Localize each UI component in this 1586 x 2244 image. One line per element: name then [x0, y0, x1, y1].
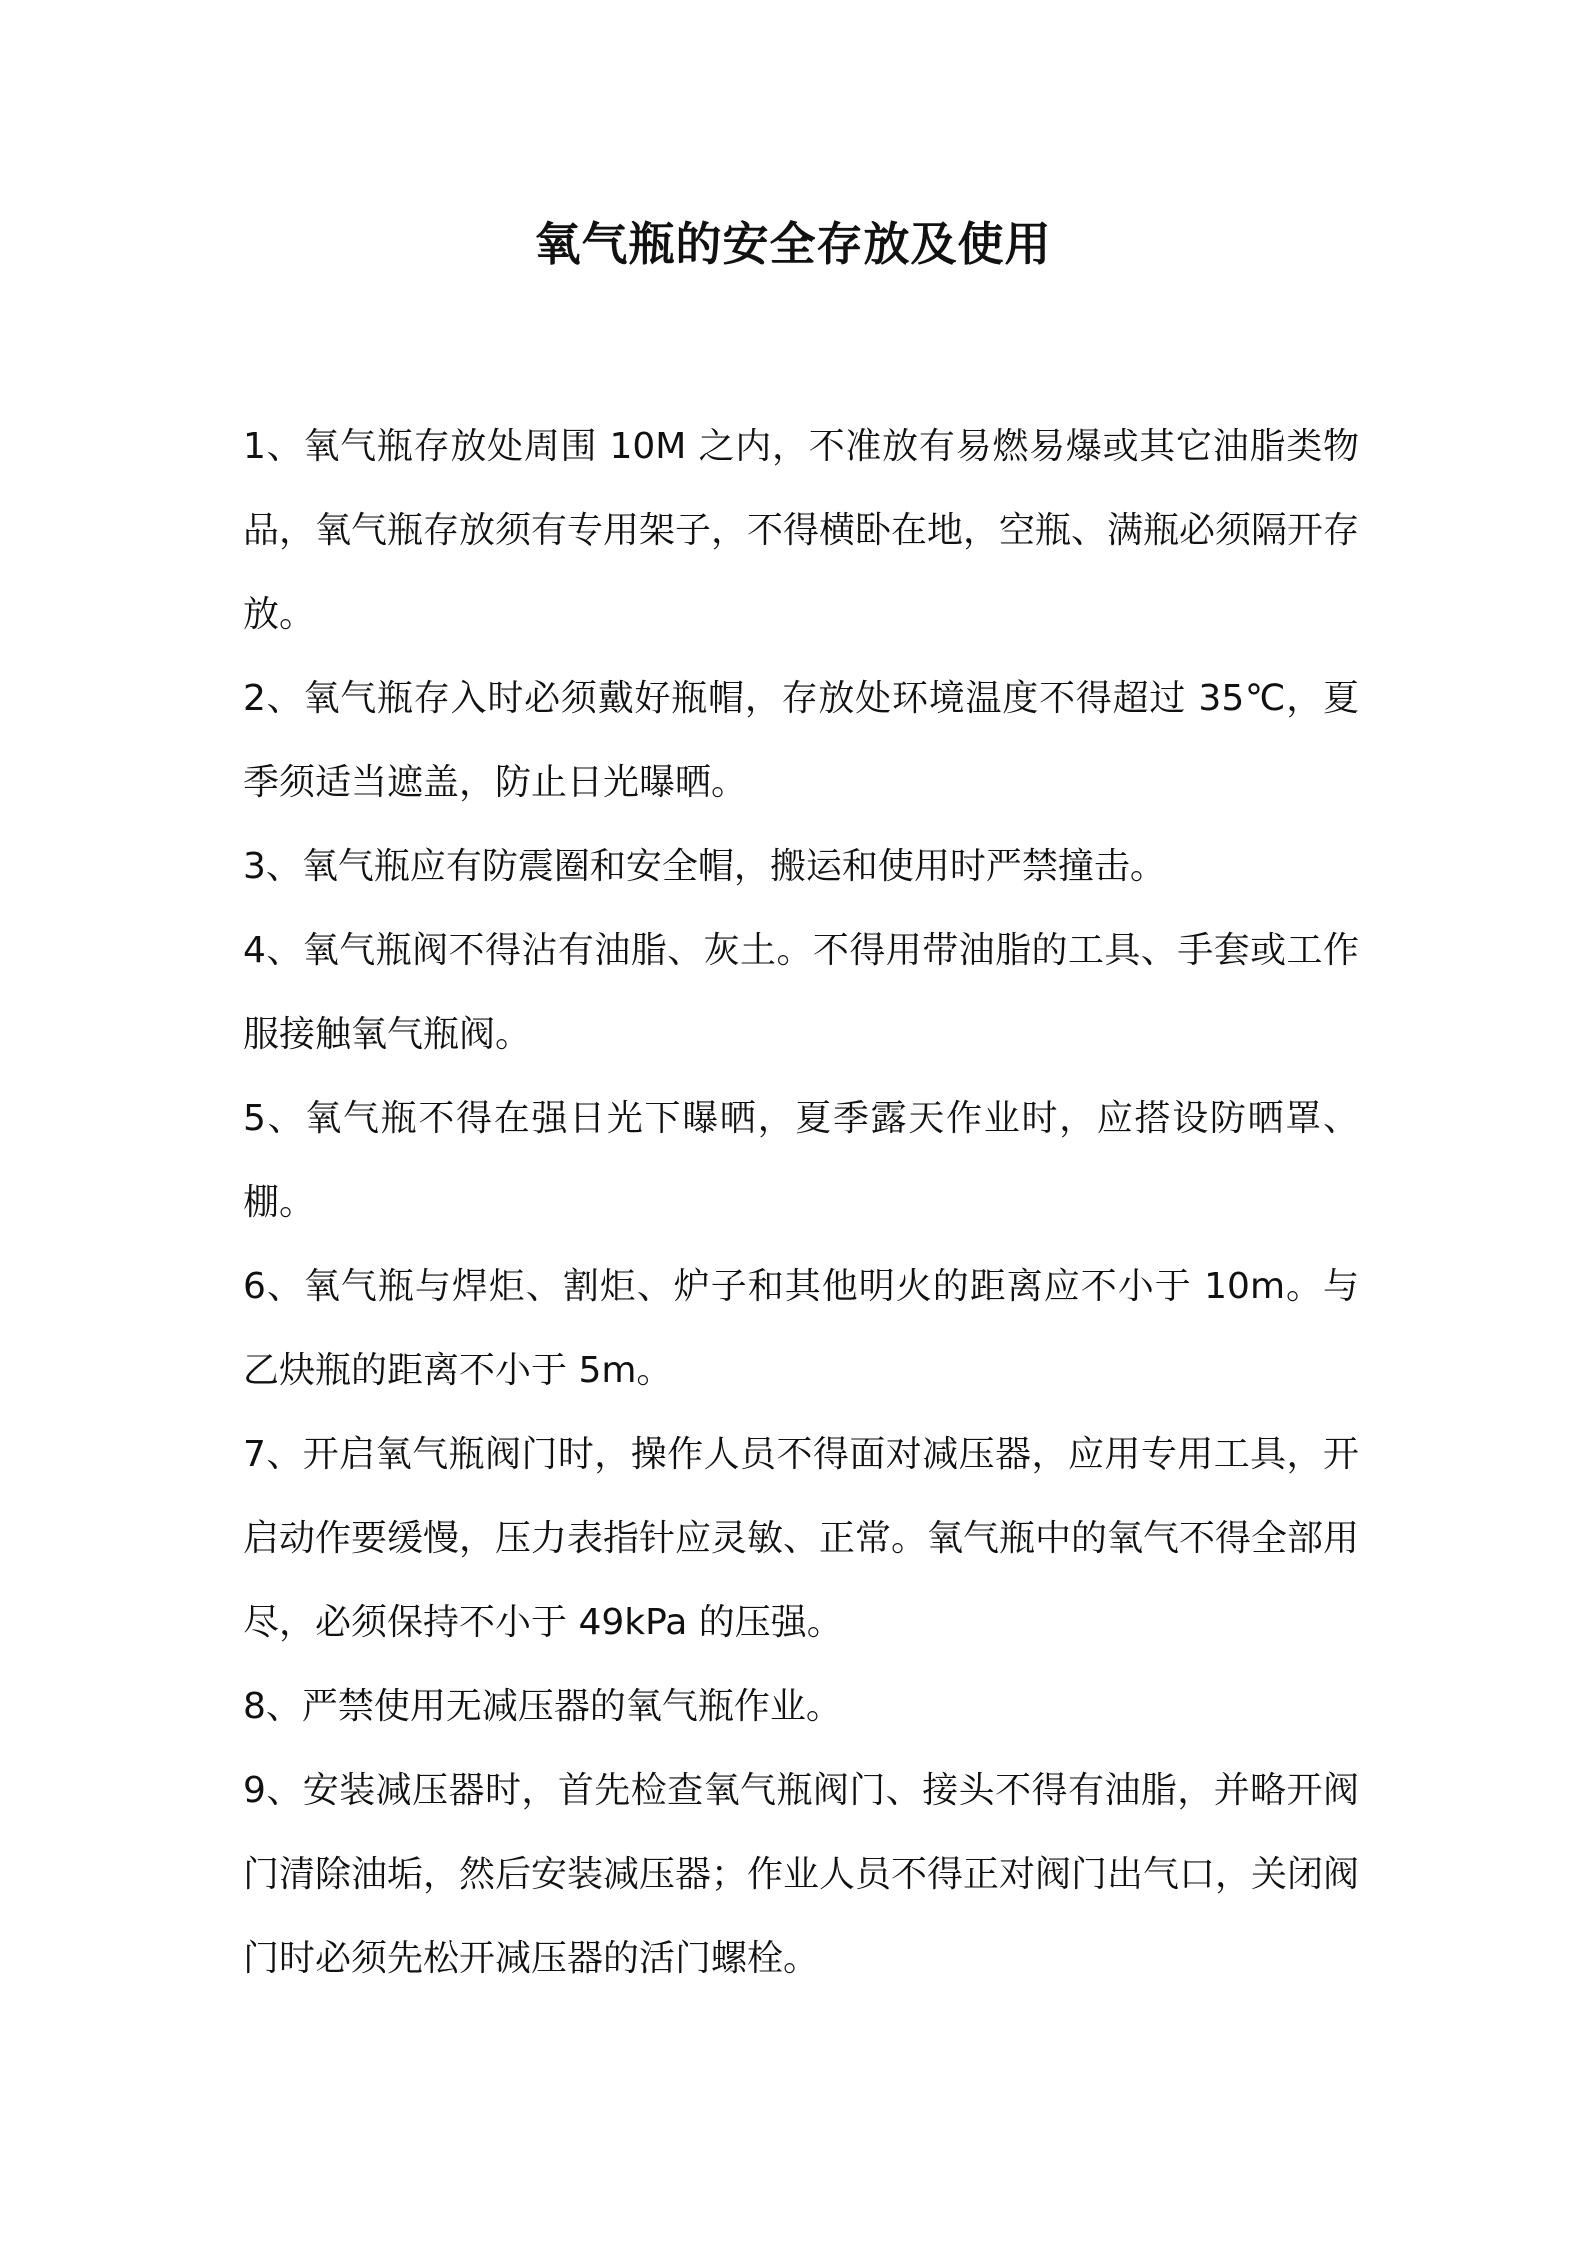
list-item: 5、氧气瓶不得在强日光下曝晒，夏季露天作业时，应搭设防晒罩、棚。: [243, 1098, 1359, 1223]
safety-rules-list: [243, 405, 1359, 2001]
list-item: 4、氧气瓶阀不得沾有油脂、灰土。不得用带油脂的工具、手套或工作服接触氧气瓶阀。: [243, 930, 1359, 1055]
list-item: 3、氧气瓶应有防震圈和安全帽，搬运和使用时严禁撞击。: [243, 846, 1166, 887]
list-item: 7、开启氧气瓶阀门时，操作人员不得面对减压器，应用专用工具，开启动作要缓慢，压力表指针应灵敏、正常。氧气瓶中的氧气不得全部用尽，必须保持不小于 49kPa 的压强。: [243, 1434, 1360, 1643]
list-item: 9、安装减压器时，首先检查氧气瓶阀门、接头不得有油脂，并略开阀门清除油垢，然后安装减压器；作业人员不得正对阀门出气口，关闭阀门时必须先松开减压器的活门螺栓。: [243, 1770, 1360, 1979]
list-item: 1、氧气瓶存放处周围 10M 之内，不准放有易燃易爆或其它油脂类物品，氧气瓶存放须有专用架子，不得横卧在地，空瓶、满瓶必须隔开存放。: [243, 426, 1360, 635]
list-item: 2、氧气瓶存入时必须戴好瓶帽，存放处环境温度不得超过 35℃，夏季须适当遮盖，防止日光曝晒。: [243, 678, 1359, 803]
list-item: 6、氧气瓶与焊炬、割炬、炉子和其他明火的距离应不小于 10m。与乙炔瓶的距离不小于 5m。: [243, 1266, 1359, 1391]
list-item: 8、严禁使用无减压器的氧气瓶作业。: [243, 1686, 842, 1727]
page-title: 氧气瓶的安全存放及使用: [534, 217, 1052, 271]
